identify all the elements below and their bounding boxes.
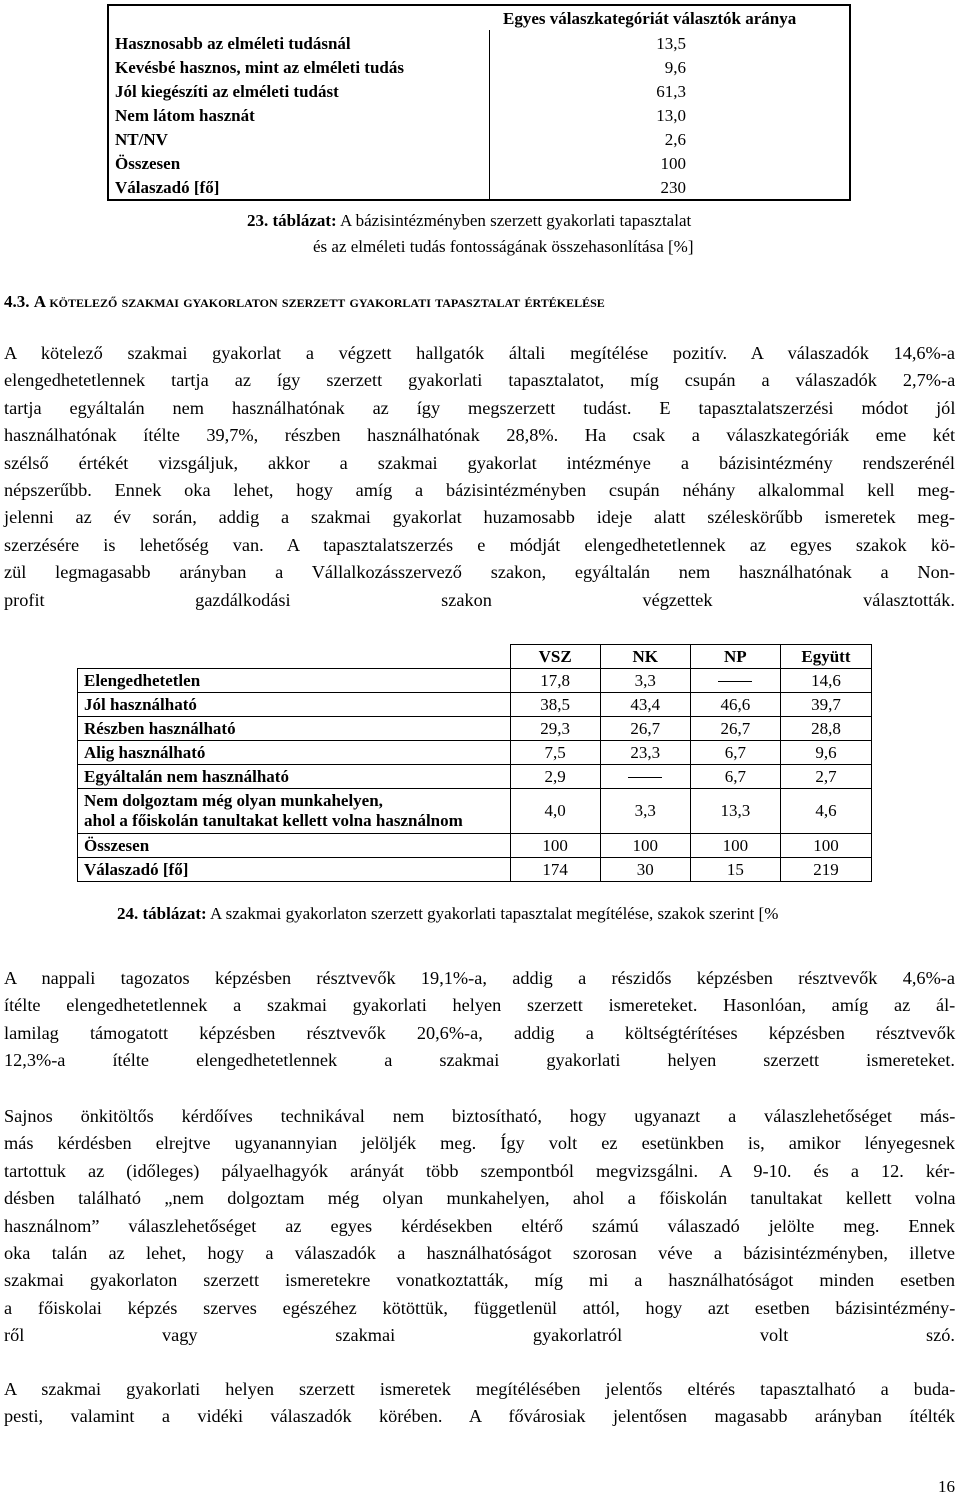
table-row bbox=[109, 154, 849, 178]
cell-value: 4,0 bbox=[510, 789, 600, 834]
text-line: a főiskolai képzés szerves egészéhez kötöttük, függetlenül attól, hogy azt esetben bázisintézmény- bbox=[4, 1297, 956, 1318]
row-label-line: Nem dolgoztam még olyan munkahelyen, bbox=[84, 791, 383, 810]
row-value: 13,0 bbox=[656, 106, 686, 125]
row-label: Hasznosabb az elméleti tudásnál bbox=[115, 34, 351, 53]
text-line: pesti, valamint a vidéki válaszadók körében. A fővárosiak jelentősen magasabb arányban ítélték bbox=[4, 1406, 955, 1427]
paragraph-3 bbox=[4, 1103, 955, 1350]
column-header: VSZ bbox=[510, 645, 600, 669]
table-row bbox=[109, 130, 849, 154]
cell-value: 38,5 bbox=[510, 693, 600, 717]
row-label: Kevésbé hasznos, mint az elméleti tudás bbox=[115, 58, 404, 77]
cell-value: 13,3 bbox=[690, 789, 780, 834]
cell-value: 100 bbox=[600, 834, 690, 858]
dash-mark bbox=[628, 777, 662, 778]
table-row bbox=[78, 834, 872, 858]
row-value: 230 bbox=[660, 178, 686, 197]
caption-number: 23. táblázat: bbox=[247, 211, 337, 230]
cell-value: 29,3 bbox=[510, 717, 600, 741]
table-row bbox=[109, 34, 849, 58]
text-line: tartottuk az (időleges) pályaelhagyók arányát több szempontból megvizsgálni. A 9-10. és a 12. kér- bbox=[4, 1160, 955, 1181]
cell-value: 23,3 bbox=[600, 741, 690, 765]
text-line: szakmai gyakorlaton szerzett ismeretekre vonatkoztatták, míg mi a használhatóságot minden esetben bbox=[4, 1270, 955, 1291]
text-line: oka talán az lehet, hogy a válaszadók a használhatóságot szorosan véve a bázisintézményben, illetve bbox=[4, 1243, 955, 1264]
row-label-line: ahol a főiskolán tanultakat kellett volna használnom bbox=[84, 811, 463, 830]
row-value: 100 bbox=[660, 154, 686, 173]
row-value: 61,3 bbox=[656, 82, 686, 101]
table-header: Egyes válaszkategóriát választók aránya bbox=[503, 9, 797, 28]
text-line: használnom” válaszlehetőséget az egyes kérdésekben eltérő számú válaszadó jelölte meg. Ennek bbox=[4, 1215, 956, 1236]
row-label: Válaszadó [fő] bbox=[78, 858, 511, 882]
paragraph-4 bbox=[4, 1376, 955, 1431]
text-line: tartja egyáltalán nem használhatónak az így megszerzett tudást. E tapasztalatszerzési módot jól bbox=[4, 397, 956, 418]
table-23 bbox=[107, 4, 851, 201]
cell-value: 39,7 bbox=[780, 693, 871, 717]
table-24-caption bbox=[117, 904, 778, 924]
cell-value: 26,7 bbox=[690, 717, 780, 741]
table-header-row bbox=[78, 645, 872, 669]
cell-value: 174 bbox=[510, 858, 600, 882]
cell-value: 6,7 bbox=[690, 741, 780, 765]
cell-value bbox=[690, 669, 780, 693]
row-label: Jól kiegészíti az elméleti tudást bbox=[115, 82, 339, 101]
column-header: NP bbox=[690, 645, 780, 669]
page-number: 16 bbox=[938, 1477, 955, 1496]
table-23-caption bbox=[247, 211, 691, 231]
row-label: Összesen bbox=[78, 834, 511, 858]
text-line: más kérdésben elrejtve ugyanannyian jelöljék meg. Így volt ez esetünkben is, amikor lényegesnek bbox=[4, 1133, 955, 1154]
table-row bbox=[109, 58, 849, 82]
text-line: A kötelező szakmai gyakorlat a végzett hallgatók általi megítélése pozitív. A válaszadók 14,6%-a bbox=[4, 343, 955, 363]
row-value: 13,5 bbox=[656, 34, 686, 53]
table-row bbox=[78, 741, 872, 765]
text-line: ítélte elengedhetetlennek a szakmai gyakorlati helyen szerzett ismereteket. Hasonlóan, amíg az ál- bbox=[4, 995, 956, 1016]
cell-value: 219 bbox=[780, 858, 871, 882]
table-row bbox=[78, 765, 872, 789]
cell-value: 6,7 bbox=[690, 765, 780, 789]
row-label: NT/NV bbox=[115, 130, 168, 149]
row-value: 2,6 bbox=[664, 130, 686, 149]
table-24 bbox=[77, 644, 872, 882]
cell-value: 100 bbox=[780, 834, 871, 858]
cell-value: 3,3 bbox=[600, 669, 690, 693]
section-heading bbox=[4, 292, 605, 312]
table-row bbox=[78, 717, 872, 741]
cell-value: 30 bbox=[600, 858, 690, 882]
text-line: A nappali tagozatos képzésben résztvevők 19,1%-a, addig a részidős képzésben résztvevők 4,6%-a bbox=[4, 968, 955, 988]
text-line: ről vagy szakmai gyakorlatról volt szó. bbox=[4, 1325, 955, 1346]
text-line: népszerűbb. Ennek oka lehet, hogy amíg a bázisintézményben csupán néhány alkalommal kell meg- bbox=[4, 480, 956, 501]
row-label: Jól használható bbox=[78, 693, 511, 717]
text-line: Sajnos önkitöltős kérdőíves technikával nem biztosítható, hogy ugyanazt a válaszlehetőséget más- bbox=[4, 1106, 956, 1126]
row-label: Elengedhetetlen bbox=[78, 669, 511, 693]
cell-value: 3,3 bbox=[600, 789, 690, 834]
paragraph-2 bbox=[4, 965, 955, 1075]
row-label: Nem látom hasznát bbox=[115, 106, 255, 125]
text-line: szélső értékét vizsgáljuk, akkor a szakmai gyakorlat intézménye a bázisintézmény rendszerénél bbox=[4, 452, 955, 473]
cell-value: 26,7 bbox=[600, 717, 690, 741]
cell-value: 2,7 bbox=[780, 765, 871, 789]
cell-value: 2,9 bbox=[510, 765, 600, 789]
paragraph-1 bbox=[4, 340, 955, 614]
text-line: használhatónak ítélte 39,7%, részben használhatónak 28,8%. Ha csak a válaszkategóriák eme két bbox=[4, 425, 956, 446]
caption-text: A bázisintézményben szerzett gyakorlati tapasztalat bbox=[340, 211, 692, 230]
text-line: profit gazdálkodási szakon végzettek választották. bbox=[4, 589, 955, 610]
text-line: A szakmai gyakorlati helyen szerzett ismeretek megítélésében jelentős eltérés tapasztalható a buda- bbox=[4, 1379, 956, 1399]
row-label: Összesen bbox=[115, 154, 181, 173]
cell-value bbox=[600, 765, 690, 789]
row-label: Egyáltalán nem használható bbox=[78, 765, 511, 789]
cell-value: 100 bbox=[510, 834, 600, 858]
dash-mark bbox=[718, 681, 752, 682]
text-line: szerzésére is lehetőség van. A tapasztalatszerzés e módját elengedhetetlennek az egyes szakok kö- bbox=[4, 534, 956, 555]
table-row bbox=[78, 858, 872, 882]
row-label: Részben használható bbox=[78, 717, 511, 741]
table-row bbox=[78, 669, 872, 693]
cell-value: 4,6 bbox=[780, 789, 871, 834]
table-row bbox=[109, 82, 849, 106]
cell-value: 28,8 bbox=[780, 717, 871, 741]
section-number: 4.3. bbox=[4, 292, 30, 311]
table-row bbox=[109, 106, 849, 130]
caption-number: 24. táblázat: bbox=[117, 904, 207, 923]
cell-value: 43,4 bbox=[600, 693, 690, 717]
column-header: Együtt bbox=[780, 645, 871, 669]
caption-text: A szakmai gyakorlaton szerzett gyakorlati tapasztalat megítélése, szakok szerint [% bbox=[210, 904, 779, 923]
row-value: 9,6 bbox=[664, 58, 686, 77]
table-row bbox=[109, 178, 849, 202]
table-23-caption-line2: és az elméleti tudás fontosságának összehasonlítása [%] bbox=[313, 237, 694, 256]
cell-value: 15 bbox=[690, 858, 780, 882]
text-line: lamilag támogatott képzésben résztvevők 20,6%-a, addig a költségtérítéses képzésben résztvevők bbox=[4, 1022, 956, 1043]
row-label: Válaszadó [fő] bbox=[115, 178, 220, 197]
cell-value: 100 bbox=[690, 834, 780, 858]
text-line: jelenni az év során, addig a szakmai gyakorlat huzamosabb ideje alatt széleskörűbb ismeretek meg- bbox=[4, 507, 955, 528]
table-row bbox=[78, 789, 872, 834]
text-line: zül legmagasabb arányban a Vállalkozásszervező szakon, egyáltalán nem használhatónak a Non- bbox=[4, 562, 955, 583]
text-line: elengedhetetlennek tartja az így szerzett gyakorlati tapasztalatot, míg csupán a válaszadók 2,7%-a bbox=[4, 370, 956, 391]
row-label bbox=[78, 789, 511, 834]
cell-value: 9,6 bbox=[780, 741, 871, 765]
text-line: désben található „nem dolgoztam még olyan munkahelyen, ahol a főiskolán tanultakat kellett volna bbox=[4, 1188, 956, 1209]
row-label: Alig használható bbox=[78, 741, 511, 765]
column-header: NK bbox=[600, 645, 690, 669]
header-blank-cell bbox=[78, 645, 511, 669]
cell-value: 7,5 bbox=[510, 741, 600, 765]
cell-value: 17,8 bbox=[510, 669, 600, 693]
cell-value: 46,6 bbox=[690, 693, 780, 717]
table-row bbox=[78, 693, 872, 717]
text-line: 12,3%-a ítélte elengedhetetlennek a szakmai gyakorlati helyen szerzett ismereteket. bbox=[4, 1050, 955, 1071]
cell-value: 14,6 bbox=[780, 669, 871, 693]
section-title: A kötelező szakmai gyakorlaton szerzett gyakorlati tapasztalat értékelése bbox=[33, 292, 605, 311]
